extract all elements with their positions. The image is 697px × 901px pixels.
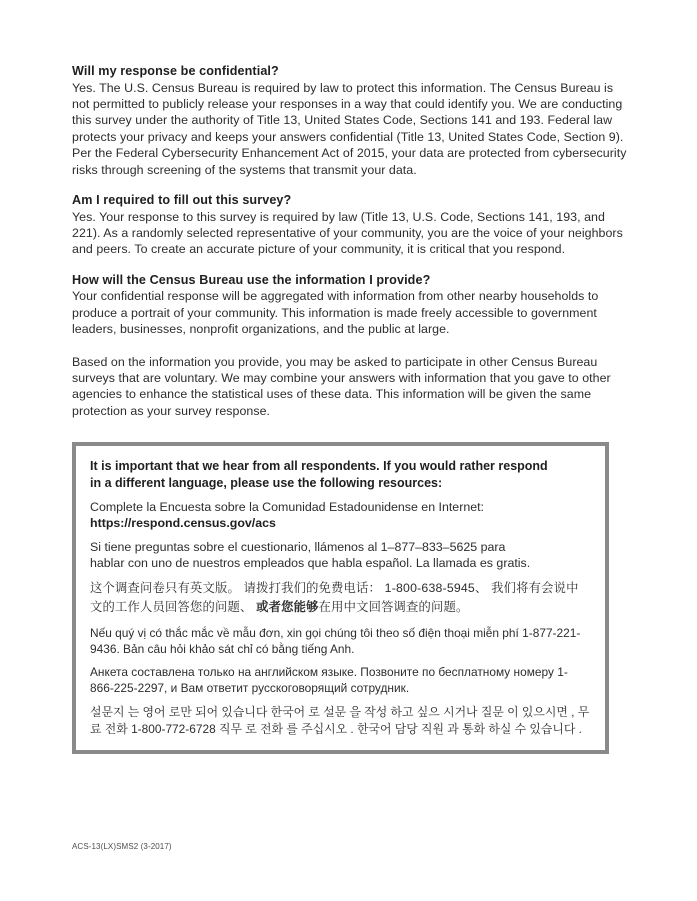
spanish-internet-label: Complete la Encuesta sobre la Comunidad Estadounidense en Internet: <box>90 499 484 514</box>
spanish-phone-paragraph: Si tiene preguntas sobre el cuestionario, llámenos al 1–877–833–5625 para hablar con uno de nuestros empleados que habla español. La llamada es gratis. <box>90 539 531 571</box>
faq-section-required <box>72 192 629 258</box>
chinese-paragraph <box>90 579 591 618</box>
faq-answer-information-use: Your confidential response will be aggregated with information from other nearby households to produce a portrait of your community. This information is made freely accessible to government leaders, businesses, nonprofit organizations, and the public at large. <box>72 289 599 337</box>
faq-question-required: Am I required to fill out this survey? <box>72 193 292 208</box>
faq-section-information-use <box>72 272 629 338</box>
language-resources-box <box>72 442 609 753</box>
chinese-text-part2: 在用中文回答调查的问题。 <box>318 600 469 614</box>
russian-paragraph: Анкета составлена только на английском языке. Позвоните по бесплатному номеру 1-866-225-2297, и Вам ответит русскоговорящий сотрудник. <box>90 664 568 695</box>
faq-answer-required: Yes. Your response to this survey is required by law (Title 13, U.S. Code, Sections 141, 193, and 221). As a randomly selected representative of your community, you are the voice of your neighbors and peers. To create an accurate picture of your community, it is critical that you respond. <box>72 209 623 257</box>
faq-answer-confidential: Yes. The U.S. Census Bureau is required by law to protect this information. The Census Bureau is not permitted to publicly release your responses in a way that could identify you. We are conducting this survey under the authority of Title 13, United States Code, Sections 141 and 193. Federal law protects your privacy and keeps your answers confidential (Title 13, United States Code, Section 9). Per the Federal Cybersecurity Enhancement Act of 2015, your data are protected from cybersecurity risks through screening of the systems that transmit your data. <box>72 80 627 177</box>
letter-content <box>72 63 629 851</box>
language-box-intro: It is important that we hear from all respondents. If you would rather respond in a different language, please use the following resources: <box>90 459 548 491</box>
form-code: ACS-13(LX)SMS2 (3-2017) <box>72 841 172 851</box>
chinese-text-part1: 这个调查问卷只有英文版。 请拨打我们的免费电话： 1-800-638-5945、 我们将有会说中文的工作人员回答您的问题、 <box>90 580 579 614</box>
spanish-internet-paragraph <box>90 499 550 532</box>
faq-question-information-use: How will the Census Bureau use the information I provide? <box>72 272 431 287</box>
vietnamese-paragraph: Nếu quý vị có thắc mắc về mẫu đơn, xin gọi chúng tôi theo số điện thoại miễn phí 1-877-221-9436. Bản câu hỏi khảo sát chỉ có bằng tiếng Anh. <box>90 625 581 656</box>
chinese-text-bold: 或者您能够 <box>256 600 319 614</box>
korean-paragraph: 설문지 는 영어 로만 되어 있습니다 한국어 로 설문 을 작성 하고 싶으 시거나 질문 이 있으시면 , 무료 전화 1-800-772-6728 직무 로 전화 를 주십시오 . 한국어 담당 직원 과 통화 하실 수 있습니다 . <box>90 704 590 736</box>
faq-section-confidential <box>72 63 629 178</box>
faq-question-confidential: Will my response be confidential? <box>72 64 279 78</box>
respond-census-url: https://respond.census.gov/acs <box>90 516 276 531</box>
followup-paragraph: Based on the information you provide, you may be asked to participate in other Census Bureau surveys that are voluntary. We may combine your answers with information that you gave to other agencies to enhance the statistical uses of these data. This information will be given the same protection as your survey response. <box>72 354 611 418</box>
